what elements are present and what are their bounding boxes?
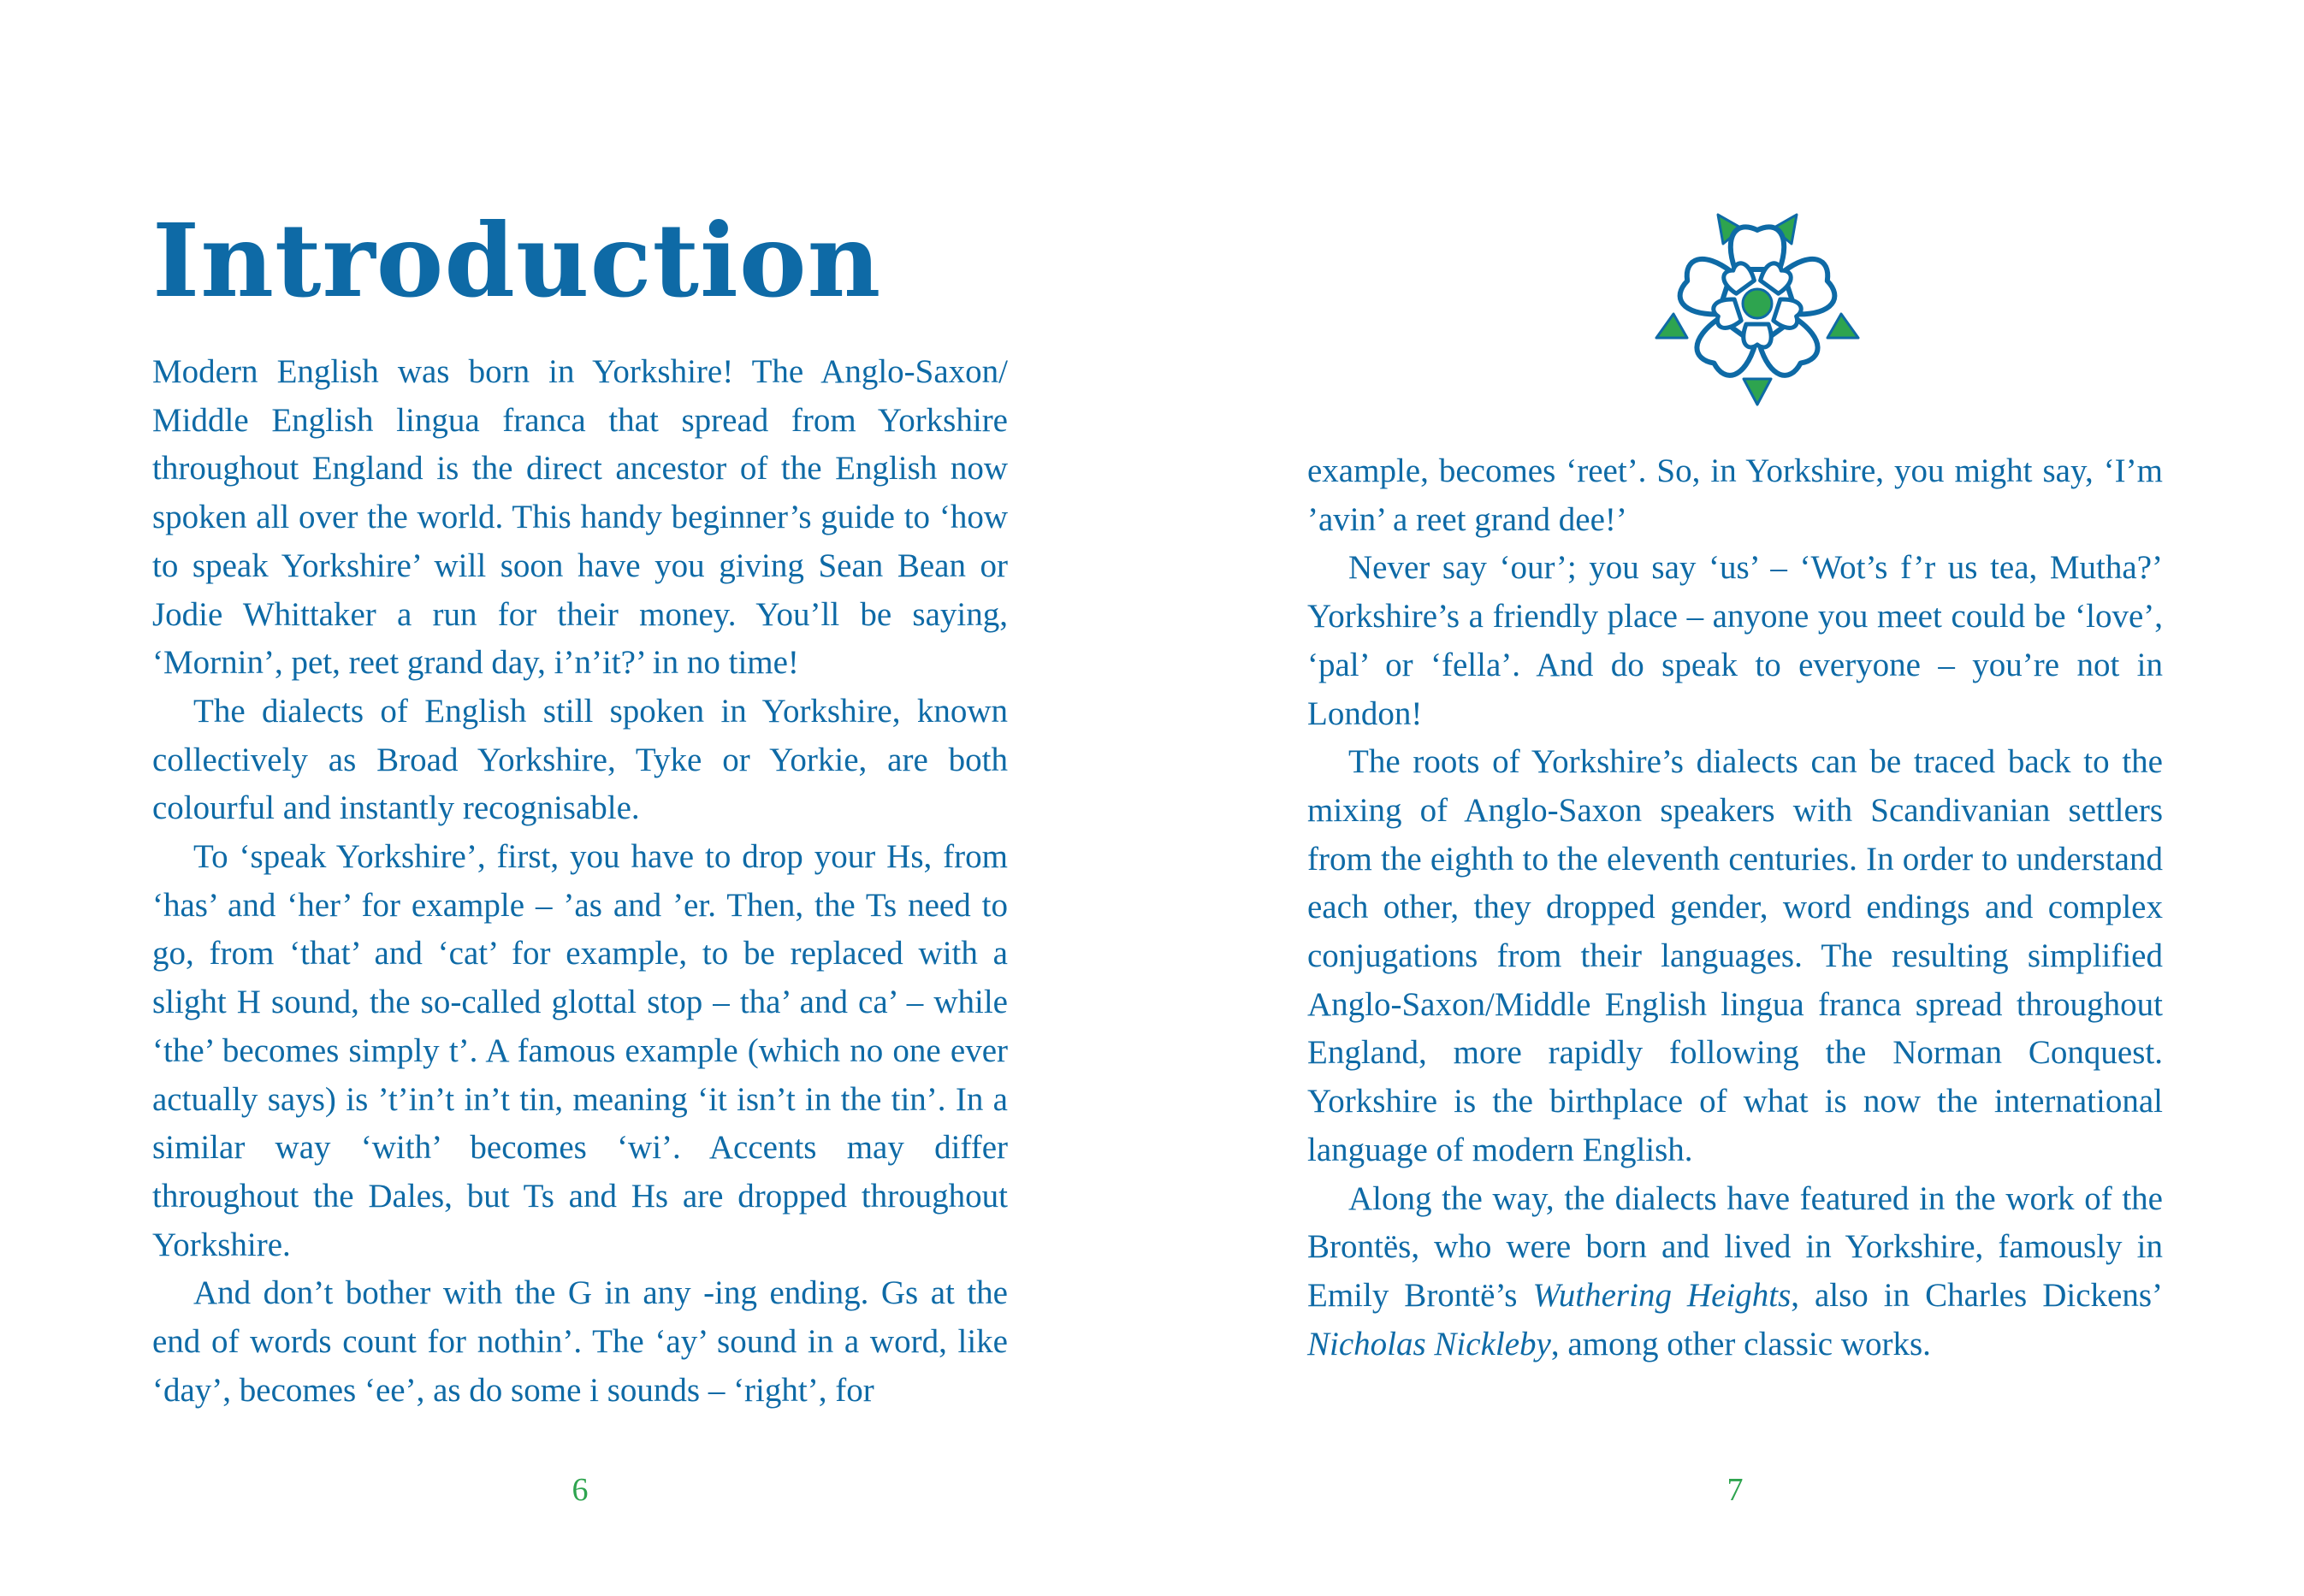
white-rose-of-york-icon	[1655, 201, 1860, 406]
left-body-text	[152, 348, 1008, 1415]
right-body-text	[1307, 447, 2163, 1368]
page-number: 6	[572, 1472, 589, 1508]
right-page	[1152, 0, 2304, 1596]
page-number: 7	[1727, 1472, 1744, 1508]
inner-petal	[1744, 324, 1771, 347]
paragraph: Modern English was born in Yorkshire! The Anglo-Saxon/ Middle English lingua franca that spread from Yorkshire throughout England is the direct ancestor of the English now spoken all over the world. This handy beginner’s guide to ‘how to speak Yorkshire’ will soon have you giving Sean Bean or Jodie Whittaker a run for their money. You’ll be saying, ‘Mornin’, pet, reet grand day, i’n’it?’ in no time!	[152, 353, 1008, 682]
paragraph: The roots of Yorkshire’s dialects can be traced back to the mixing of Anglo-Saxon speakers with Scandivanian settlers from the eighth to the eleventh centuries. In order to understand each other, they dropped gender, word endings and complex conjugations from their languages. The resulting simplified Anglo-Saxon/Middle English lingua franca spread throughout England, more rapidly following the Norman Conquest. Yorkshire is the birthplace of what is now the international language of modern English.	[1307, 743, 2163, 1168]
rose-center	[1743, 289, 1772, 318]
paragraph	[1307, 1175, 2163, 1369]
text-run: Along the way, the dialects have featured in the work of the Brontës, who were born and lived in Yorkshire, famously in Emily Brontë’s	[1307, 1179, 2163, 1314]
paragraph: And don’t bother with the G in any -ing ending. Gs at the end of words count for nothin’. The ‘ay’ sound in a word, like ‘day’, becomes ‘ee’, as do some i sounds – ‘right’, for	[152, 1274, 1008, 1409]
paragraph: Never say ‘our’; you say ‘us’ – ‘Wot’s f’r us tea, Mutha?’ Yorkshire’s a friendly place – anyone you meet could be ‘love’, ‘pal’ or ‘fella’. And do speak to everyone – you’re not in London!	[1307, 549, 2163, 732]
book-title-italic: Nicholas Nickleby	[1307, 1325, 1551, 1363]
text-run: , among other classic works.	[1550, 1325, 1931, 1363]
text-run: , also in Charles Dickens’	[1791, 1276, 2163, 1314]
paragraph: example, becomes ‘reet’. So, in Yorkshire, you might say, ‘I’m ’avin’ a reet grand dee!’	[1307, 452, 2163, 538]
paragraph: To ‘speak Yorkshire’, first, you have to drop your Hs, from ‘has’ and ‘her’ for example – ’as and ’er. Then, the Ts need to go, from ‘that’ and ‘cat’ for example, to be replaced with a slight H sound, the so-called glottal stop – tha’ and ca’ – while ‘the’ becomes simply t’. A famous example (which no one ever actually says) is ’t’in’t in’t tin, meaning ‘it isn’t in the tin’. In a similar way ‘with’ becomes ‘wi’. Accents may differ throughout the Dales, but Ts and Hs are dropped throughout Yorkshire.	[152, 838, 1008, 1263]
paragraph: The dialects of English still spoken in Yorkshire, known collectively as Broad Yorkshire, Tyke or Yorkie, are both colourful and instantly recognisable.	[152, 692, 1008, 827]
book-title-italic: Wuthering Heights	[1532, 1276, 1792, 1314]
page-title: Introduction	[152, 201, 882, 320]
sepal	[1744, 379, 1771, 405]
sepal	[1827, 314, 1858, 338]
sepal	[1656, 314, 1687, 338]
